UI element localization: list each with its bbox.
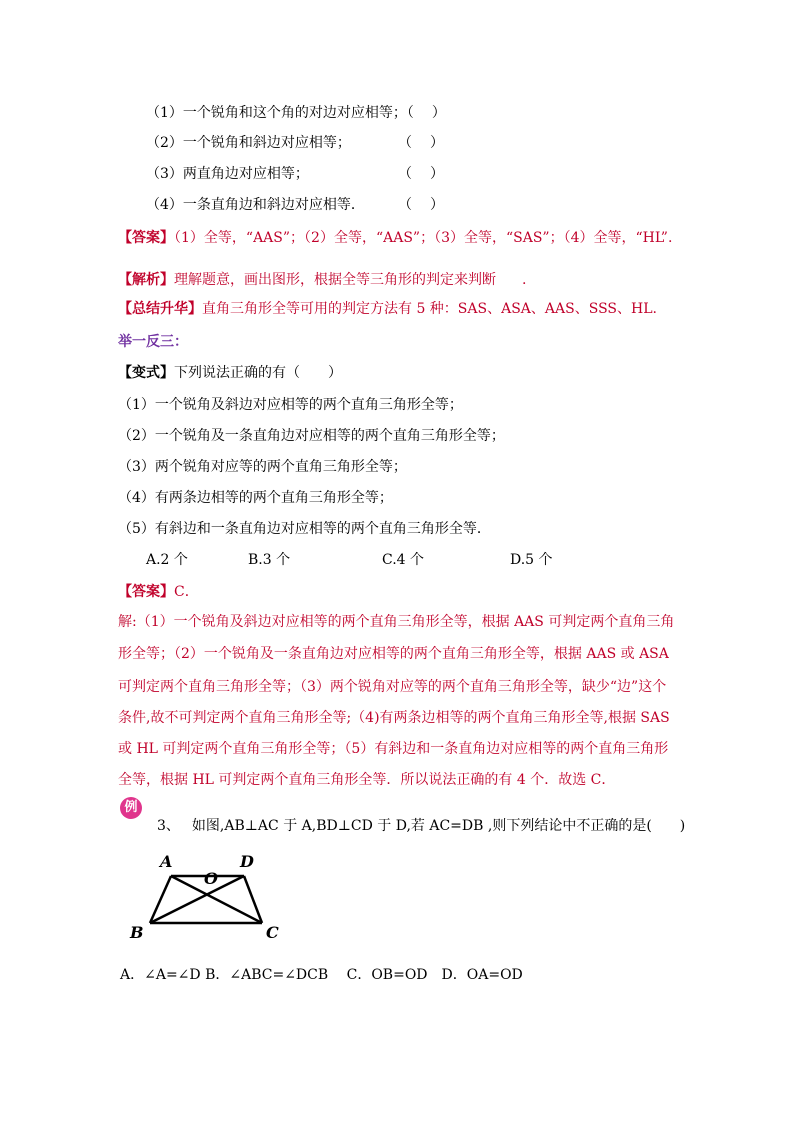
example-3-question: 3、 如图,AB⊥AC 于 A,BD⊥CD 于 D,若 AC=DB ,则下列结论中不正确的是( ) <box>157 818 686 834</box>
example-3-options: A．∠A=∠D B．∠ABC=∠DCB C．OB=OD D．OA=OD <box>120 967 523 983</box>
variant-option-b: B.3 个 <box>248 552 291 568</box>
variant-item-3: （3）两个锐角对应等的两个直角三角形全等； <box>118 459 407 475</box>
variant-option-d: D.5 个 <box>510 552 553 568</box>
answer-1: 【答案】（1）全等，“AAS”；（2）全等，“AAS”；（3）全等，“SAS”；（4）全等，“HL”. <box>118 230 673 246</box>
item-1: （1）一个锐角和这个角的对边对应相等；（ ） <box>146 105 446 121</box>
variant-option-a: A.2 个 <box>146 552 188 568</box>
solution-line: 条件,故不可判定两个直角三角形全等;（4)有两条边相等的两个直角三角形全等,根据 SAS <box>118 710 670 726</box>
item-3: （3）两直角边对应相等； （ ） <box>146 166 444 182</box>
label-a: A <box>160 852 173 871</box>
variant-option-c: C.4 个 <box>382 552 425 568</box>
variant-item-4: （4）有两条边相等的两个直角三角形全等； <box>118 490 393 506</box>
label-d: D <box>240 852 254 871</box>
item-2: （2）一个锐角和斜边对应相等； （ ） <box>146 135 444 151</box>
variant-question: 【变式】下列说法正确的有（ ） <box>118 365 342 381</box>
solution-line: 全等，根据 HL 可判定两个直角三角形全等．所以说法正确的有 4 个．故选 C． <box>118 772 616 788</box>
summary: 【总结升华】直角三角形全等可用的判定方法有 5 种：SAS、ASA、AAS、SSS、HL. <box>118 301 657 317</box>
practice-heading: 举一反三： <box>118 334 188 350</box>
variant-item-5: （5）有斜边和一条直角边对应相等的两个直角三角形全等． <box>118 521 491 537</box>
segment-ab <box>150 876 171 923</box>
variant-item-1: （1）一个锐角及斜边对应相等的两个直角三角形全等； <box>118 397 463 413</box>
example-badge: 例 <box>120 797 142 819</box>
label-c: C <box>266 923 279 942</box>
segment-bd <box>150 876 244 923</box>
analysis: 【解析】理解题意，画出图形，根据全等三角形的判定来判断 . <box>118 272 527 288</box>
solution-line: 形全等；（2）一个锐角及一条直角边对应相等的两个直角三角形全等，根据 AAS 或 ASA <box>118 646 669 662</box>
answer-2: 【答案】C． <box>118 584 199 600</box>
item-4: （4）一条直角边和斜边对应相等． （ ） <box>146 197 444 213</box>
figure-svg <box>120 850 290 945</box>
geometry-figure <box>120 850 290 945</box>
solution-line: 解:（1）一个锐角及斜边对应相等的两个直角三角形全等，根据 AAS 可判定两个直角三角 <box>118 614 675 630</box>
solution-line: 可判定两个直角三角形全等；（3）两个锐角对应等的两个直角三角形全等，缺少“边”这个 <box>118 679 667 695</box>
variant-item-2: （2）一个锐角及一条直角边对应相等的两个直角三角形全等； <box>118 428 505 444</box>
label-o: O <box>204 869 218 888</box>
solution-line: 或 HL 可判定两个直角三角形全等；（5）有斜边和一条直角边对应相等的两个直角三角形 <box>118 741 669 757</box>
label-b: B <box>130 923 144 942</box>
